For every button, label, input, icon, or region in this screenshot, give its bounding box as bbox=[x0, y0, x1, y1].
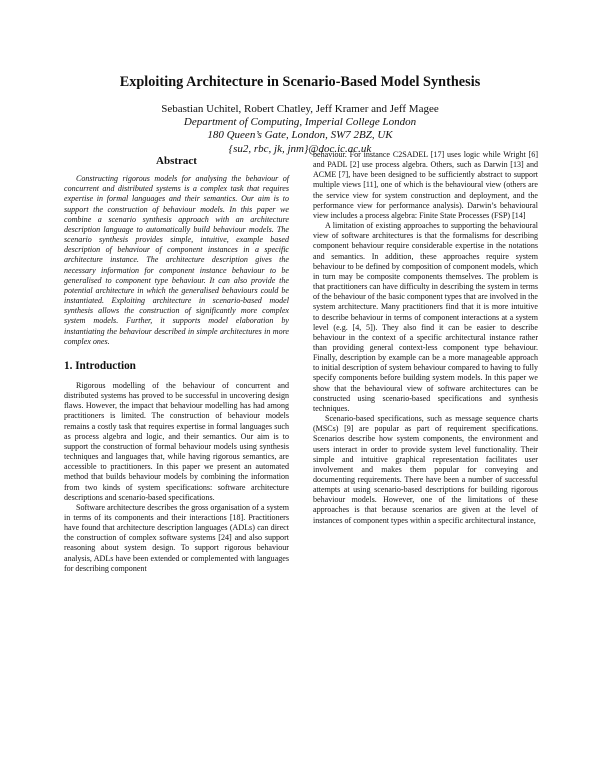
author-block bbox=[0, 103, 600, 156]
introduction-heading: 1. Introduction bbox=[64, 359, 136, 372]
left-column bbox=[64, 150, 289, 574]
address: 180 Queen’s Gate, London, SW7 2BZ, UK bbox=[207, 129, 393, 142]
right-paragraph-2: A limitation of existing approaches to supporting the behavioural view of software architectures is that the formalisms for describing component behaviour require considerable expertise in the notations and semantics. In addition, these approaches require system behaviour to be defined by composition of component models, which in turn may be composite components themselves. The problem is that practitioners can have difficulty in describing the system in terms of the behaviour of the basic component types that are involved in the system architecture. Many practitioners find that it is more intuitive to describe behaviour in terms of component interactions at a system level (e.g. [4, 5]). They also find it can be easier to describe behaviour in the context of a specific architectural instance rather than providing general context-less component type behaviour. Finally, description by example can be a more manageable approach to initial description of system behaviour compared to having to fully specify components before building system models. In this paper we show that the behavioural view of software architectures can be constructed using scenario-based specifications and synthesis techniques. bbox=[313, 221, 538, 413]
paper-title: Exploiting Architecture in Scenario-Based Model Synthesis bbox=[119, 74, 481, 90]
right-paragraph-1: behaviour. For instance C2SADEL [17] uses logic while Wright [6] and PADL [2] use process algebra. Others, such as Darwin [13] and ACME [7], have been designed to be sufficiently abstract to support multiple views [11], one of which is the behavioural view (others are the service view for system construction and deployment, and the performance view for performance analysis). Darwin’s behavioural view includes a process algebra: Finite State Processes (FSP) [14] bbox=[313, 150, 538, 220]
abstract-heading: Abstract bbox=[156, 155, 197, 167]
email: {su2, rbc, jk, jnm}@doc.ic.ac.uk bbox=[228, 142, 372, 155]
right-paragraph-3: Scenario-based specifications, such as message sequence charts (MSCs) [9] are popular as part of requirement specifications. Scenarios describe how system components, the environment and users interact in order to provide system level functionality. Their simple and intuitive graphical representation facilitates user involvement and makes them popular for conveying and documenting requirements. There have been a number of successful attempts at using scenario-based descriptions for building rigorous behaviour models. However, one of the limitations of these approaches is that because scenarios are given at the level of instances of component types within a specific architectural instance, bbox=[313, 414, 538, 525]
intro-paragraph-1: Rigorous modelling of the behaviour of concurrent and distributed systems has proved to be successful in uncovering design flaws. However, the impact that behaviour modelling has had among practitioners is limited. The construction of behaviour models remains a costly task that requires expertise in formal languages such as process algebra and logic, and their semantics. Our aim is to support the construction of formal behaviour models using synthesis techniques and languages that, while having rigorous semantics, are accessible to practitioners. In this paper we present an automated method that builds behaviour models by combining the information from two kinds of system specifications: software architecture descriptions and scenario-based specifications. bbox=[64, 380, 289, 502]
author-names: Sebastian Uchitel, Robert Chatley, Jeff Kramer and Jeff Magee bbox=[161, 103, 439, 115]
intro-paragraph-2: Software architecture describes the gross organisation of a system in terms of its components and their interactions [18]. Practitioners have found that architecture description languages (ADLs) can direct the construction of complex software systems [24] and also support reasoning about system design. To support rigorous behaviour analysis, ADLs have been extended or complemented with languages for describing component bbox=[64, 502, 289, 573]
abstract-text: Constructing rigorous models for analysing the behaviour of concurrent and distributed systems is a complex task that requires expertise in formal languages and their semantics. Our aim is to support the construction of behaviour models. In this paper we combine a scenario synthesis approach with an architecture description language to automatically build behaviour models. The scenario synthesis provides simple, intuitive, example based description of behaviour of component instances in a specific architecture instance. The architecture description gives the necessary information for component instance behaviour to be generalised to component type behaviour. It can also provide the potential architecture in which the generalised behaviours could be instantiated. Exploiting architecture in scenario-based model synthesis allows the construction of significantly more complex system models. Further, it supports model elaboration by instantiating the behaviour described in simple architectures in more complex ones. bbox=[64, 174, 289, 346]
right-column bbox=[313, 150, 538, 526]
affiliation: Department of Computing, Imperial College London bbox=[183, 116, 417, 129]
